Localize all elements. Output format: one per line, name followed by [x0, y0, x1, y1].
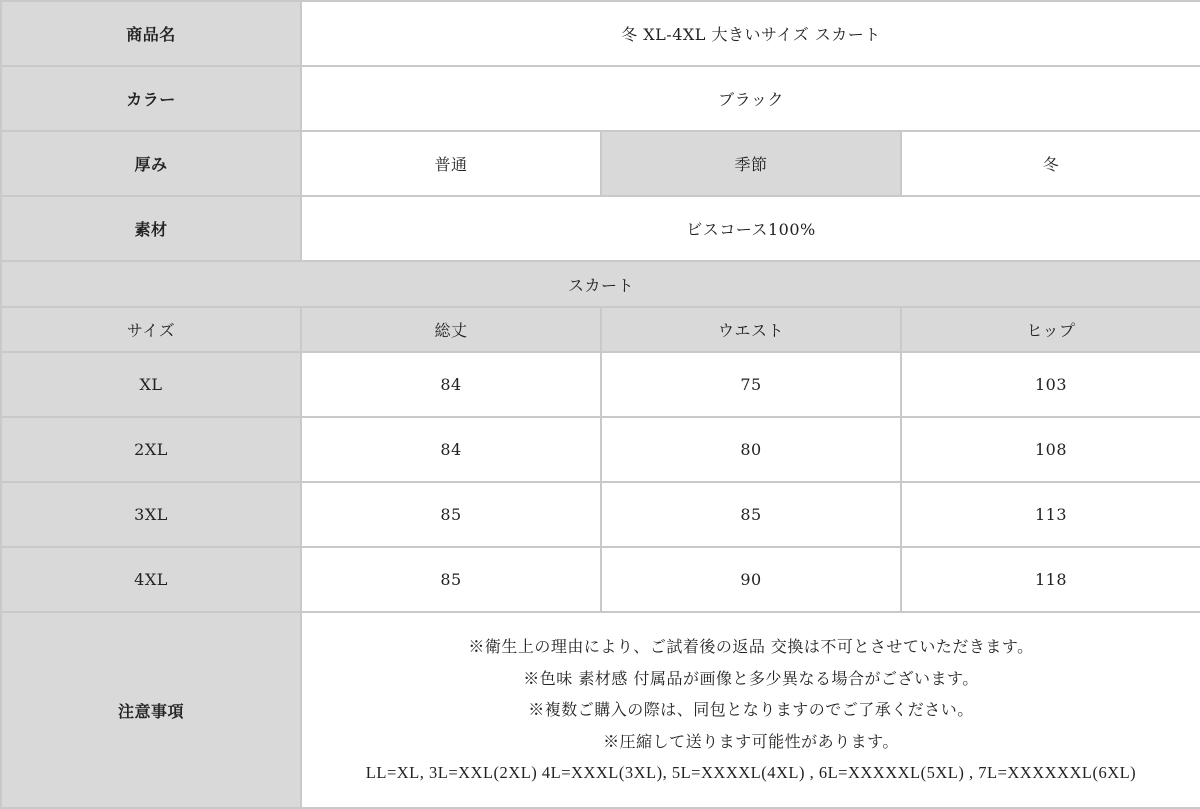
header-size: サイズ: [1, 307, 301, 352]
length-cell: 84: [301, 417, 601, 482]
thickness-label: 厚み: [1, 131, 301, 196]
notes-label: 注意事項: [1, 612, 301, 808]
hip-cell: 103: [901, 352, 1200, 417]
size-cell: 4XL: [1, 547, 301, 612]
material-value: ビスコース100%: [301, 196, 1200, 261]
row-section-title: [1, 261, 1200, 307]
table-row: [1, 417, 1200, 482]
length-cell: 84: [301, 352, 601, 417]
material-label: 素材: [1, 196, 301, 261]
size-cell: 2XL: [1, 417, 301, 482]
waist-cell: 80: [601, 417, 901, 482]
size-cell: XL: [1, 352, 301, 417]
hip-cell: 108: [901, 417, 1200, 482]
note-compression: ※圧縮して送ります可能性があります。: [603, 731, 899, 751]
season-value: 冬: [901, 131, 1200, 196]
season-label: 季節: [601, 131, 901, 196]
notes-content: [301, 612, 1200, 808]
row-notes: [1, 612, 1200, 808]
header-length: 総丈: [301, 307, 601, 352]
size-cell: 3XL: [1, 482, 301, 547]
waist-cell: 85: [601, 482, 901, 547]
thickness-value: 普通: [301, 131, 601, 196]
hip-cell: 118: [901, 547, 1200, 612]
hip-cell: 113: [901, 482, 1200, 547]
waist-cell: 75: [601, 352, 901, 417]
length-cell: 85: [301, 547, 601, 612]
waist-cell: 90: [601, 547, 901, 612]
size-section-title: スカート: [1, 261, 1200, 307]
color-label: カラー: [1, 66, 301, 131]
table-row: [1, 547, 1200, 612]
note-combined-shipping: ※複数ご購入の際は、同包となりますのでご了承ください。: [528, 700, 974, 720]
row-material: [1, 196, 1200, 261]
product-name-value: 冬 XL-4XL 大きいサイズ スカート: [301, 1, 1200, 66]
header-waist: ウエスト: [601, 307, 901, 352]
note-size-conversion: LL=XL, 3L=XXL(2XL) 4L=XXXL(3XL), 5L=XXXXL(4XL) , 6L=XXXXXL(5XL) , 7L=XXXXXXL(6XL): [365, 763, 1137, 783]
row-thickness-season: [1, 131, 1200, 196]
product-name-label: 商品名: [1, 1, 301, 66]
table-row: [1, 482, 1200, 547]
row-product-name: [1, 1, 1200, 66]
note-color-difference: ※色味 素材感 付属品が画像と多少異なる場合がございます。: [523, 668, 979, 688]
note-hygiene: ※衛生上の理由により、ご試着後の返品 交換は不可とさせていただきます。: [468, 637, 1034, 657]
length-cell: 85: [301, 482, 601, 547]
header-hip: ヒップ: [901, 307, 1200, 352]
row-color: [1, 66, 1200, 131]
table-row: [1, 352, 1200, 417]
color-value: ブラック: [301, 66, 1200, 131]
size-header-row: [1, 307, 1200, 352]
